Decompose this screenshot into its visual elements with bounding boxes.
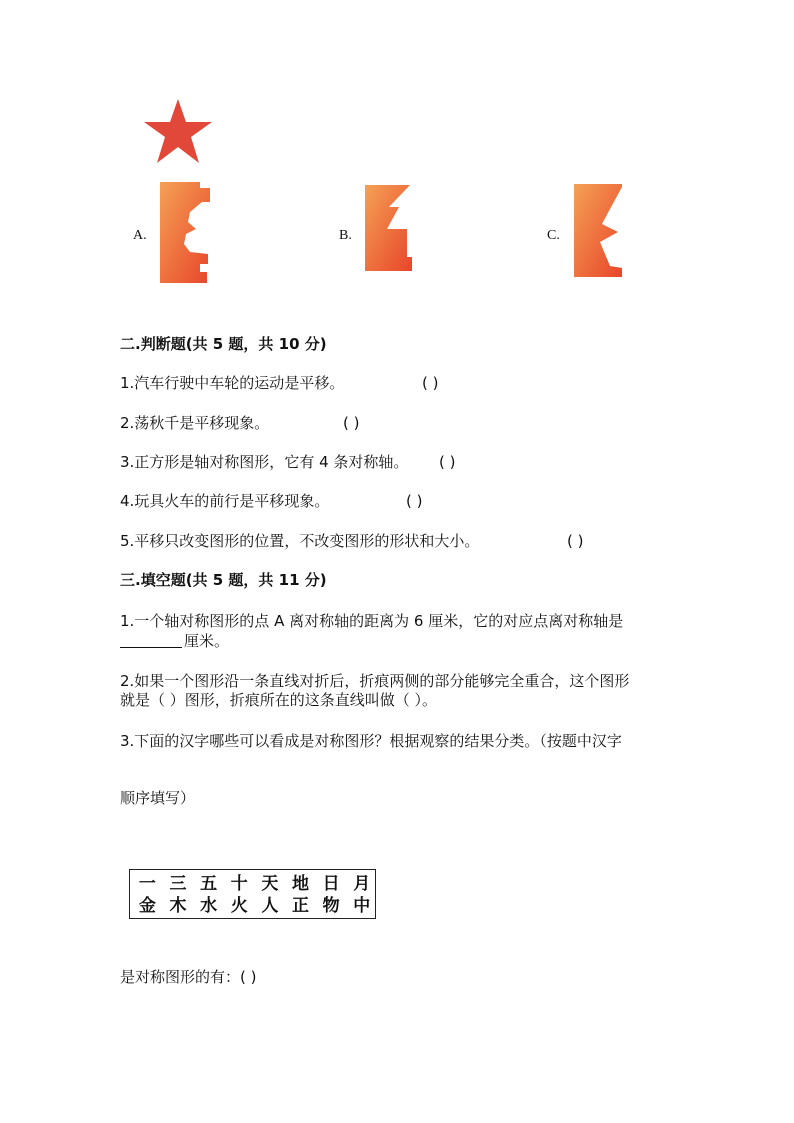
character-cell: 正 xyxy=(291,896,309,916)
character-cell: 一 xyxy=(138,874,156,894)
character-cell: 天 xyxy=(261,874,279,894)
judge-answer-2-blank[interactable]: ( ) xyxy=(343,414,360,432)
character-cell: 火 xyxy=(230,896,248,916)
option-a-label: A. xyxy=(133,228,147,243)
fill-question-3-line2: 顺序填写） xyxy=(120,789,196,807)
character-cell: 十 xyxy=(230,874,248,894)
judge-answer-5-blank[interactable]: ( ) xyxy=(567,532,584,550)
fill-question-1-line2: 厘米。 xyxy=(184,632,230,650)
judge-question-3: 3.正方形是轴对称图形，它有 4 条对称轴。 xyxy=(120,453,409,471)
judge-question-4: 4.玩具火车的前行是平移现象。 xyxy=(120,492,330,510)
option-c-shape-image xyxy=(574,184,622,277)
red-star-icon xyxy=(142,97,214,165)
fill-question-3-line1: 3.下面的汉字哪些可以看成是对称图形？根据观察的结果分类。（按题中汉字 xyxy=(120,732,622,750)
judge-answer-3-blank[interactable]: ( ) xyxy=(439,453,456,471)
character-cell: 物 xyxy=(322,896,340,916)
chinese-characters-table xyxy=(129,869,376,919)
character-cell: 三 xyxy=(169,874,187,894)
judge-answer-4-blank[interactable]: ( ) xyxy=(406,492,423,510)
judge-question-2: 2.荡秋千是平移现象。 xyxy=(120,414,270,432)
characters-row-2 xyxy=(134,895,375,917)
character-cell: 金 xyxy=(138,896,156,916)
option-b-shape-image xyxy=(365,185,412,271)
section3-title: 三.填空题(共 5 题，共 11 分) xyxy=(120,571,327,589)
character-cell: 地 xyxy=(291,874,309,894)
character-cell: 水 xyxy=(200,896,218,916)
fill-question-1-line1: 1.一个轴对称图形的点 A 离对称轴的距离为 6 厘米，它的对应点离对称轴是 xyxy=(120,612,624,630)
fill-question-2-line2: 就是（ ）图形，折痕所在的这条直线叫做（ ）。 xyxy=(120,691,438,709)
section2-title: 二.判断题(共 5 题，共 10 分) xyxy=(120,335,327,353)
option-b-label: B. xyxy=(339,228,352,243)
judge-question-5: 5.平移只改变图形的位置，不改变图形的形状和大小。 xyxy=(120,532,480,550)
character-cell: 中 xyxy=(353,896,371,916)
option-a-shape-image xyxy=(160,182,210,283)
character-cell: 人 xyxy=(261,896,279,916)
judge-answer-1-blank[interactable]: ( ) xyxy=(422,374,439,392)
fill-question-2-line1: 2.如果一个图形沿一条直线对折后，折痕两侧的部分能够完全重合，这个图形 xyxy=(120,672,630,690)
character-cell: 月 xyxy=(353,874,371,894)
judge-question-1: 1.汽车行驶中车轮的运动是平移。 xyxy=(120,374,345,392)
symmetric-characters-answer[interactable]: 是对称图形的有：( ) xyxy=(120,968,257,986)
fill-answer-1-blank[interactable] xyxy=(120,647,182,648)
option-c-label: C. xyxy=(547,228,560,243)
character-cell: 木 xyxy=(169,896,187,916)
character-cell: 五 xyxy=(200,874,218,894)
characters-row-1 xyxy=(134,873,375,895)
character-cell: 日 xyxy=(322,874,340,894)
